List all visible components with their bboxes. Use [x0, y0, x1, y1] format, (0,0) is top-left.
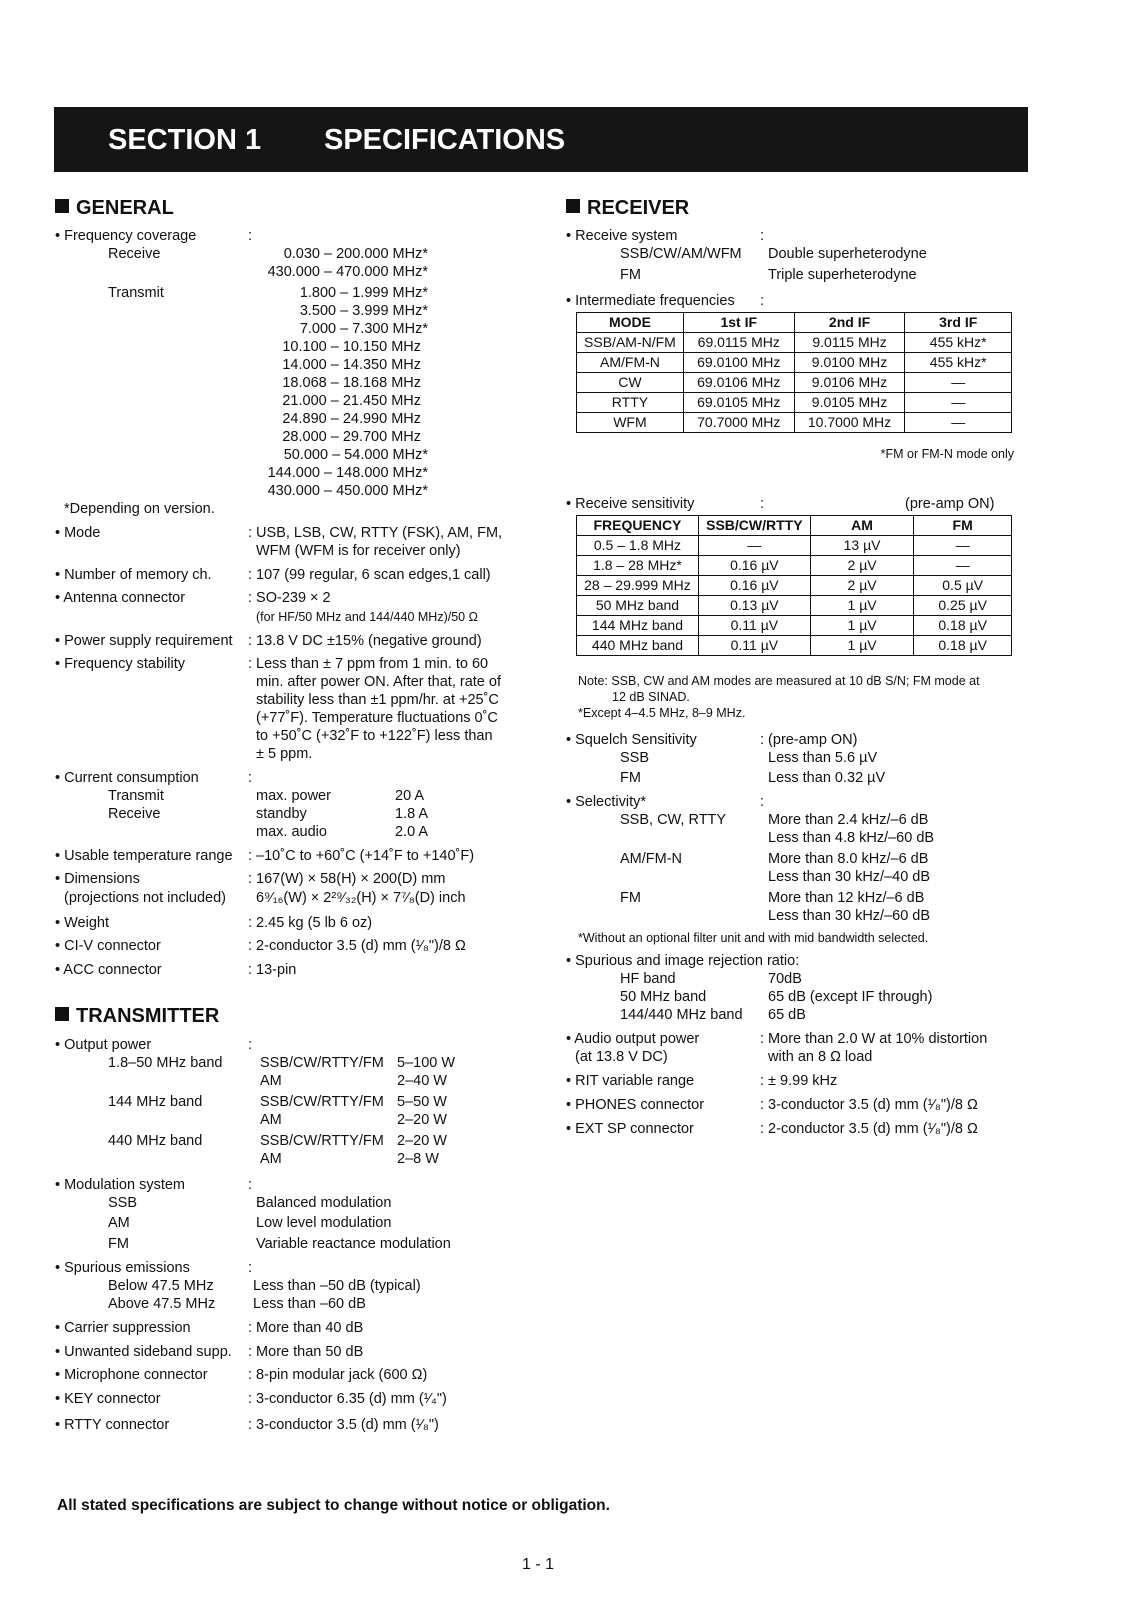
table-cell: 455 kHz*: [905, 333, 1012, 353]
sensitivity-label: • Receive sensitivity: [566, 496, 695, 512]
freq-stability-line: stability less than ±1 ppm/hr. at +25˚C: [256, 692, 499, 708]
key-value: : 3-conductor 6.35 (d) mm (¹⁄₄"): [248, 1391, 447, 1407]
weight-label: • Weight: [55, 915, 109, 931]
selectivity-value: More than 8.0 kHz/–6 dB: [768, 851, 929, 867]
transmit-range: 1.800 – 1.999 MHz*: [299, 285, 428, 301]
receive-system-value: Triple superheterodyne: [768, 267, 917, 283]
table-cell: 69.0106 MHz: [683, 373, 794, 393]
ext-sp-label: • EXT SP connector: [566, 1121, 694, 1137]
dimensions-label: • Dimensions: [55, 871, 140, 887]
transmit-range: 18.068 – 18.168 MHz: [282, 375, 421, 391]
receive-system-mode: FM: [620, 267, 641, 283]
spurious-image-value: 65 dB (except IF through): [768, 989, 933, 1005]
mode-value: : USB, LSB, CW, RTTY (FSK), AM, FM,: [248, 525, 503, 541]
current-transmit-cond: max. power: [256, 788, 331, 804]
transmit-range: 14.000 – 14.350 MHz: [282, 357, 421, 373]
table-row: [577, 596, 1012, 616]
audio-output-label: • Audio output power: [566, 1031, 700, 1047]
squelch-value: Less than 5.6 µV: [768, 750, 878, 766]
sensitivity-colon: :: [760, 496, 765, 512]
table-cell: 144 MHz band: [577, 616, 699, 636]
square-bullet-icon: [55, 1007, 69, 1021]
table-cell: —: [905, 413, 1012, 433]
table-row: [577, 413, 1012, 433]
table-cell: 0.16 µV: [698, 576, 810, 596]
transmit-range: 10.100 – 10.150 MHz: [282, 339, 421, 355]
table-cell: 9.0100 MHz: [794, 353, 905, 373]
output-value: 5–50 W: [397, 1094, 447, 1110]
spurious-image-band: 144/440 MHz band: [620, 1007, 743, 1023]
spurious-cond: Below 47.5 MHz: [108, 1278, 214, 1294]
receive-system-label: • Receive system: [566, 228, 678, 244]
output-band: 440 MHz band: [108, 1133, 203, 1149]
transmit-range: 430.000 – 450.000 MHz*: [267, 483, 428, 499]
sensitivity-condition: (pre-amp ON): [905, 496, 995, 512]
table-row: [577, 616, 1012, 636]
spurious-image-band: 50 MHz band: [620, 989, 707, 1005]
output-value: 2–40 W: [397, 1073, 447, 1089]
table-cell: 9.0105 MHz: [794, 393, 905, 413]
receiver-heading-text: RECEIVER: [587, 197, 690, 219]
modulation-value: Balanced modulation: [256, 1195, 392, 1211]
temperature-value: : –10˚C to +60˚C (+14˚F to +140˚F): [248, 848, 475, 864]
table-cell: 70.7000 MHz: [683, 413, 794, 433]
selectivity-label: • Selectivity*: [566, 794, 647, 810]
receive-system-value: Double superheterodyne: [768, 246, 927, 262]
current-receive-value: 2.0 A: [395, 824, 429, 840]
sensitivity-note-3: *Except 4–4.5 MHz, 8–9 MHz.: [578, 706, 746, 720]
modulation-mode: FM: [108, 1236, 129, 1252]
squelch-value: Less than 0.32 µV: [768, 770, 886, 786]
antenna-value-2: (for HF/50 MHz and 144/440 MHz)/50 Ω: [256, 610, 478, 624]
table-cell: CW: [577, 373, 684, 393]
table-cell: 455 kHz*: [905, 353, 1012, 373]
audio-output-value: : More than 2.0 W at 10% distortion: [760, 1031, 988, 1047]
transmit-range: 7.000 – 7.300 MHz*: [299, 321, 428, 337]
freq-coverage-label: • Frequency coverage: [55, 228, 197, 244]
spurious-image-value: 65 dB: [768, 1007, 806, 1023]
spurious-value: Less than –50 dB (typical): [253, 1278, 421, 1294]
selectivity-mode: FM: [620, 890, 641, 906]
table-cell: 2 µV: [810, 556, 914, 576]
output-band: 1.8–50 MHz band: [108, 1055, 223, 1071]
table-cell: 440 MHz band: [577, 636, 699, 656]
spurious-image-band: HF band: [620, 971, 676, 987]
sensitivity-table: [576, 515, 1012, 656]
dimensions-label-2: (projections not included): [64, 890, 227, 906]
transmit-range: 3.500 – 3.999 MHz*: [299, 303, 428, 319]
unwanted-label: • Unwanted sideband supp.: [55, 1344, 232, 1360]
table-row: [577, 576, 1012, 596]
table-cell: AM/FM-N: [577, 353, 684, 373]
memory-value: : 107 (99 regular, 6 scan edges,1 call): [248, 567, 491, 583]
table-row: [577, 353, 1012, 373]
table-cell: 0.18 µV: [914, 616, 1012, 636]
table-cell: 50 MHz band: [577, 596, 699, 616]
table-row: [577, 393, 1012, 413]
selectivity-note: *Without an optional filter unit and with mid bandwidth selected.: [578, 931, 929, 945]
dimensions-value-2: 6⁹⁄₁₆(W) × 2²⁹⁄₃₂(H) × 7⁷⁄₈(D) inch: [256, 890, 466, 906]
acc-value: : 13-pin: [248, 962, 297, 978]
output-value: 2–20 W: [397, 1133, 447, 1149]
spurious-image-label: • Spurious and image rejection ratio:: [566, 953, 800, 969]
table-header: FM: [914, 516, 1012, 536]
table-cell: 10.7000 MHz: [794, 413, 905, 433]
table-cell: 69.0115 MHz: [683, 333, 794, 353]
spurious-image-value: 70dB: [768, 971, 802, 987]
ext-sp-value: : 2-conductor 3.5 (d) mm (¹⁄₈")/8 Ω: [760, 1121, 978, 1137]
selectivity-colon: :: [760, 794, 765, 810]
current-transmit-value: 20 A: [395, 788, 425, 804]
table-cell: 0.16 µV: [698, 556, 810, 576]
key-label: • KEY connector: [55, 1391, 161, 1407]
modulation-label: • Modulation system: [55, 1177, 185, 1193]
receiver-heading: [566, 196, 689, 220]
table-cell: 0.11 µV: [698, 636, 810, 656]
receive-label: Receive: [108, 246, 161, 262]
audio-output-value-2: with an 8 Ω load: [768, 1049, 873, 1065]
rit-label: • RIT variable range: [566, 1073, 695, 1089]
selectivity-value: Less than 30 kHz/–40 dB: [768, 869, 931, 885]
spurious-colon: :: [248, 1260, 253, 1276]
squelch-condition: : (pre-amp ON): [760, 732, 858, 748]
freq-coverage-colon: :: [248, 228, 253, 244]
output-value: 2–20 W: [397, 1112, 447, 1128]
spurious-label: • Spurious emissions: [55, 1260, 190, 1276]
section-title: SPECIFICATIONS: [324, 124, 566, 156]
if-table: [576, 312, 1012, 433]
rit-value: : ± 9.99 kHz: [760, 1073, 838, 1089]
transmit-range: 21.000 – 21.450 MHz: [282, 393, 421, 409]
freq-stability-line: min. after power ON. After that, rate of: [256, 674, 501, 690]
current-receive-cond: max. audio: [256, 824, 327, 840]
power-supply-value: : 13.8 V DC ±15% (negative ground): [248, 633, 482, 649]
antenna-label: • Antenna connector: [55, 590, 186, 606]
table-cell: 0.13 µV: [698, 596, 810, 616]
specifications-notice: All stated specifications are subject to change without notice or obligation.: [57, 1497, 610, 1514]
acc-label: • ACC connector: [55, 962, 162, 978]
audio-output-label-2: (at 13.8 V DC): [575, 1049, 668, 1065]
table-cell: 9.0106 MHz: [794, 373, 905, 393]
transmit-range: 144.000 – 148.000 MHz*: [267, 465, 428, 481]
table-cell: 0.11 µV: [698, 616, 810, 636]
table-cell: 2 µV: [810, 576, 914, 596]
table-header-row: [577, 313, 1012, 333]
table-row: [577, 636, 1012, 656]
section-number: SECTION 1: [108, 124, 262, 156]
table-cell: —: [914, 556, 1012, 576]
square-bullet-icon: [55, 199, 69, 213]
weight-value: : 2.45 kg (5 lb 6 oz): [248, 915, 373, 931]
output-mode: SSB/CW/RTTY/FM: [260, 1055, 384, 1071]
table-cell: 1 µV: [810, 616, 914, 636]
civ-value: : 2-conductor 3.5 (d) mm (¹⁄₈")/8 Ω: [248, 938, 466, 954]
output-band: 144 MHz band: [108, 1094, 203, 1110]
table-cell: 13 µV: [810, 536, 914, 556]
spurious-value: Less than –60 dB: [253, 1296, 366, 1312]
rtty-label: • RTTY connector: [55, 1417, 170, 1433]
selectivity-value: More than 12 kHz/–6 dB: [768, 890, 925, 906]
modulation-mode: SSB: [108, 1195, 138, 1211]
selectivity-mode: SSB, CW, RTTY: [620, 812, 727, 828]
current-transmit-label: Transmit: [108, 788, 164, 804]
freq-stability-label: • Frequency stability: [55, 656, 185, 672]
table-header: 2nd IF: [794, 313, 905, 333]
carrier-value: : More than 40 dB: [248, 1320, 364, 1336]
transmit-range: 28.000 – 29.700 MHz: [282, 429, 421, 445]
spurious-cond: Above 47.5 MHz: [108, 1296, 216, 1312]
output-mode: AM: [260, 1151, 282, 1167]
table-cell: —: [905, 393, 1012, 413]
temperature-label: • Usable temperature range: [55, 848, 233, 864]
table-row: [577, 536, 1012, 556]
modulation-colon: :: [248, 1177, 253, 1193]
phones-label: • PHONES connector: [566, 1097, 705, 1113]
microphone-label: • Microphone connector: [55, 1367, 208, 1383]
table-header: MODE: [577, 313, 684, 333]
selectivity-mode: AM/FM-N: [620, 851, 683, 867]
table-cell: 69.0100 MHz: [683, 353, 794, 373]
transmitter-heading-text: TRANSMITTER: [76, 1005, 220, 1027]
version-note: *Depending on version.: [64, 501, 215, 517]
table-cell: SSB/AM-N/FM: [577, 333, 684, 353]
squelch-mode: SSB: [620, 750, 650, 766]
mode-value-2: WFM (WFM is for receiver only): [256, 543, 461, 559]
receive-range: 430.000 – 470.000 MHz*: [267, 264, 428, 280]
square-bullet-icon: [566, 199, 580, 213]
current-label: • Current consumption: [55, 770, 199, 786]
output-mode: AM: [260, 1112, 282, 1128]
table-header: AM: [810, 516, 914, 536]
table-cell: 0.5 µV: [914, 576, 1012, 596]
current-colon: :: [248, 770, 253, 786]
modulation-value: Variable reactance modulation: [256, 1236, 451, 1252]
transmit-range: 50.000 – 54.000 MHz*: [283, 447, 428, 463]
receive-range: 0.030 – 200.000 MHz*: [283, 246, 428, 262]
current-receive-label: Receive: [108, 806, 161, 822]
current-receive-cond: standby: [256, 806, 307, 822]
table-cell: —: [905, 373, 1012, 393]
table-header: SSB/CW/RTTY: [698, 516, 810, 536]
dimensions-value: : 167(W) × 58(H) × 200(D) mm: [248, 871, 446, 887]
output-value: 5–100 W: [397, 1055, 456, 1071]
squelch-mode: FM: [620, 770, 641, 786]
microphone-value: : 8-pin modular jack (600 Ω): [248, 1367, 428, 1383]
output-power-label: • Output power: [55, 1037, 152, 1053]
table-row: [577, 333, 1012, 353]
carrier-label: • Carrier suppression: [55, 1320, 191, 1336]
receive-system-colon: :: [760, 228, 765, 244]
table-cell: 69.0105 MHz: [683, 393, 794, 413]
transmit-range: 24.890 – 24.990 MHz: [282, 411, 421, 427]
page-number: 1 - 1: [522, 1556, 555, 1573]
output-value: 2–8 W: [397, 1151, 439, 1167]
output-power-colon: :: [248, 1037, 253, 1053]
freq-stability-line: to +50˚C (+32˚F to +122˚F) less than: [256, 728, 493, 744]
table-header-row: [577, 516, 1012, 536]
modulation-mode: AM: [108, 1215, 130, 1231]
general-heading-text: GENERAL: [76, 197, 174, 219]
table-cell: —: [698, 536, 810, 556]
general-heading: [55, 196, 174, 220]
unwanted-value: : More than 50 dB: [248, 1344, 364, 1360]
table-row: [577, 556, 1012, 576]
sensitivity-note: Note: SSB, CW and AM modes are measured at 10 dB S/N; FM mode at: [578, 674, 980, 688]
selectivity-value: Less than 4.8 kHz/–60 dB: [768, 830, 935, 846]
if-note: *FM or FM-N mode only: [880, 447, 1014, 461]
table-cell: 1 µV: [810, 596, 914, 616]
output-mode: SSB/CW/RTTY/FM: [260, 1094, 384, 1110]
power-supply-label: • Power supply requirement: [55, 633, 233, 649]
modulation-value: Low level modulation: [256, 1215, 392, 1231]
memory-label: • Number of memory ch.: [55, 567, 212, 583]
table-header: 3rd IF: [905, 313, 1012, 333]
table-cell: WFM: [577, 413, 684, 433]
current-receive-value: 1.8 A: [395, 806, 429, 822]
table-cell: 9.0115 MHz: [794, 333, 905, 353]
transmitter-heading: [55, 1004, 219, 1028]
freq-stability-line: : Less than ± 7 ppm from 1 min. to 60: [248, 656, 489, 672]
table-cell: 0.18 µV: [914, 636, 1012, 656]
if-colon: :: [760, 293, 765, 309]
output-mode: SSB/CW/RTTY/FM: [260, 1133, 384, 1149]
freq-stability-line: ± 5 ppm.: [256, 746, 313, 762]
rtty-value: : 3-conductor 3.5 (d) mm (¹⁄₈"): [248, 1417, 439, 1433]
table-cell: 0.25 µV: [914, 596, 1012, 616]
table-header: FREQUENCY: [577, 516, 699, 536]
civ-label: • CI-V connector: [55, 938, 161, 954]
selectivity-value: Less than 30 kHz/–60 dB: [768, 908, 931, 924]
table-cell: 1 µV: [810, 636, 914, 656]
table-cell: RTTY: [577, 393, 684, 413]
table-cell: —: [914, 536, 1012, 556]
table-cell: 0.5 – 1.8 MHz: [577, 536, 699, 556]
antenna-value: : SO-239 × 2: [248, 590, 331, 606]
selectivity-value: More than 2.4 kHz/–6 dB: [768, 812, 929, 828]
squelch-label: • Squelch Sensitivity: [566, 732, 697, 748]
table-cell: 28 – 29.999 MHz: [577, 576, 699, 596]
table-header: 1st IF: [683, 313, 794, 333]
if-label: • Intermediate frequencies: [566, 293, 735, 309]
transmit-label: Transmit: [108, 285, 164, 301]
mode-label: • Mode: [55, 525, 101, 541]
table-cell: 1.8 – 28 MHz*: [577, 556, 699, 576]
freq-stability-line: (+77˚F). Temperature fluctuations 0˚C: [256, 710, 498, 726]
phones-value: : 3-conductor 3.5 (d) mm (¹⁄₈")/8 Ω: [760, 1097, 978, 1113]
output-mode: AM: [260, 1073, 282, 1089]
sensitivity-note-2: 12 dB SINAD.: [612, 690, 690, 704]
receive-system-mode: SSB/CW/AM/WFM: [620, 246, 742, 262]
table-row: [577, 373, 1012, 393]
